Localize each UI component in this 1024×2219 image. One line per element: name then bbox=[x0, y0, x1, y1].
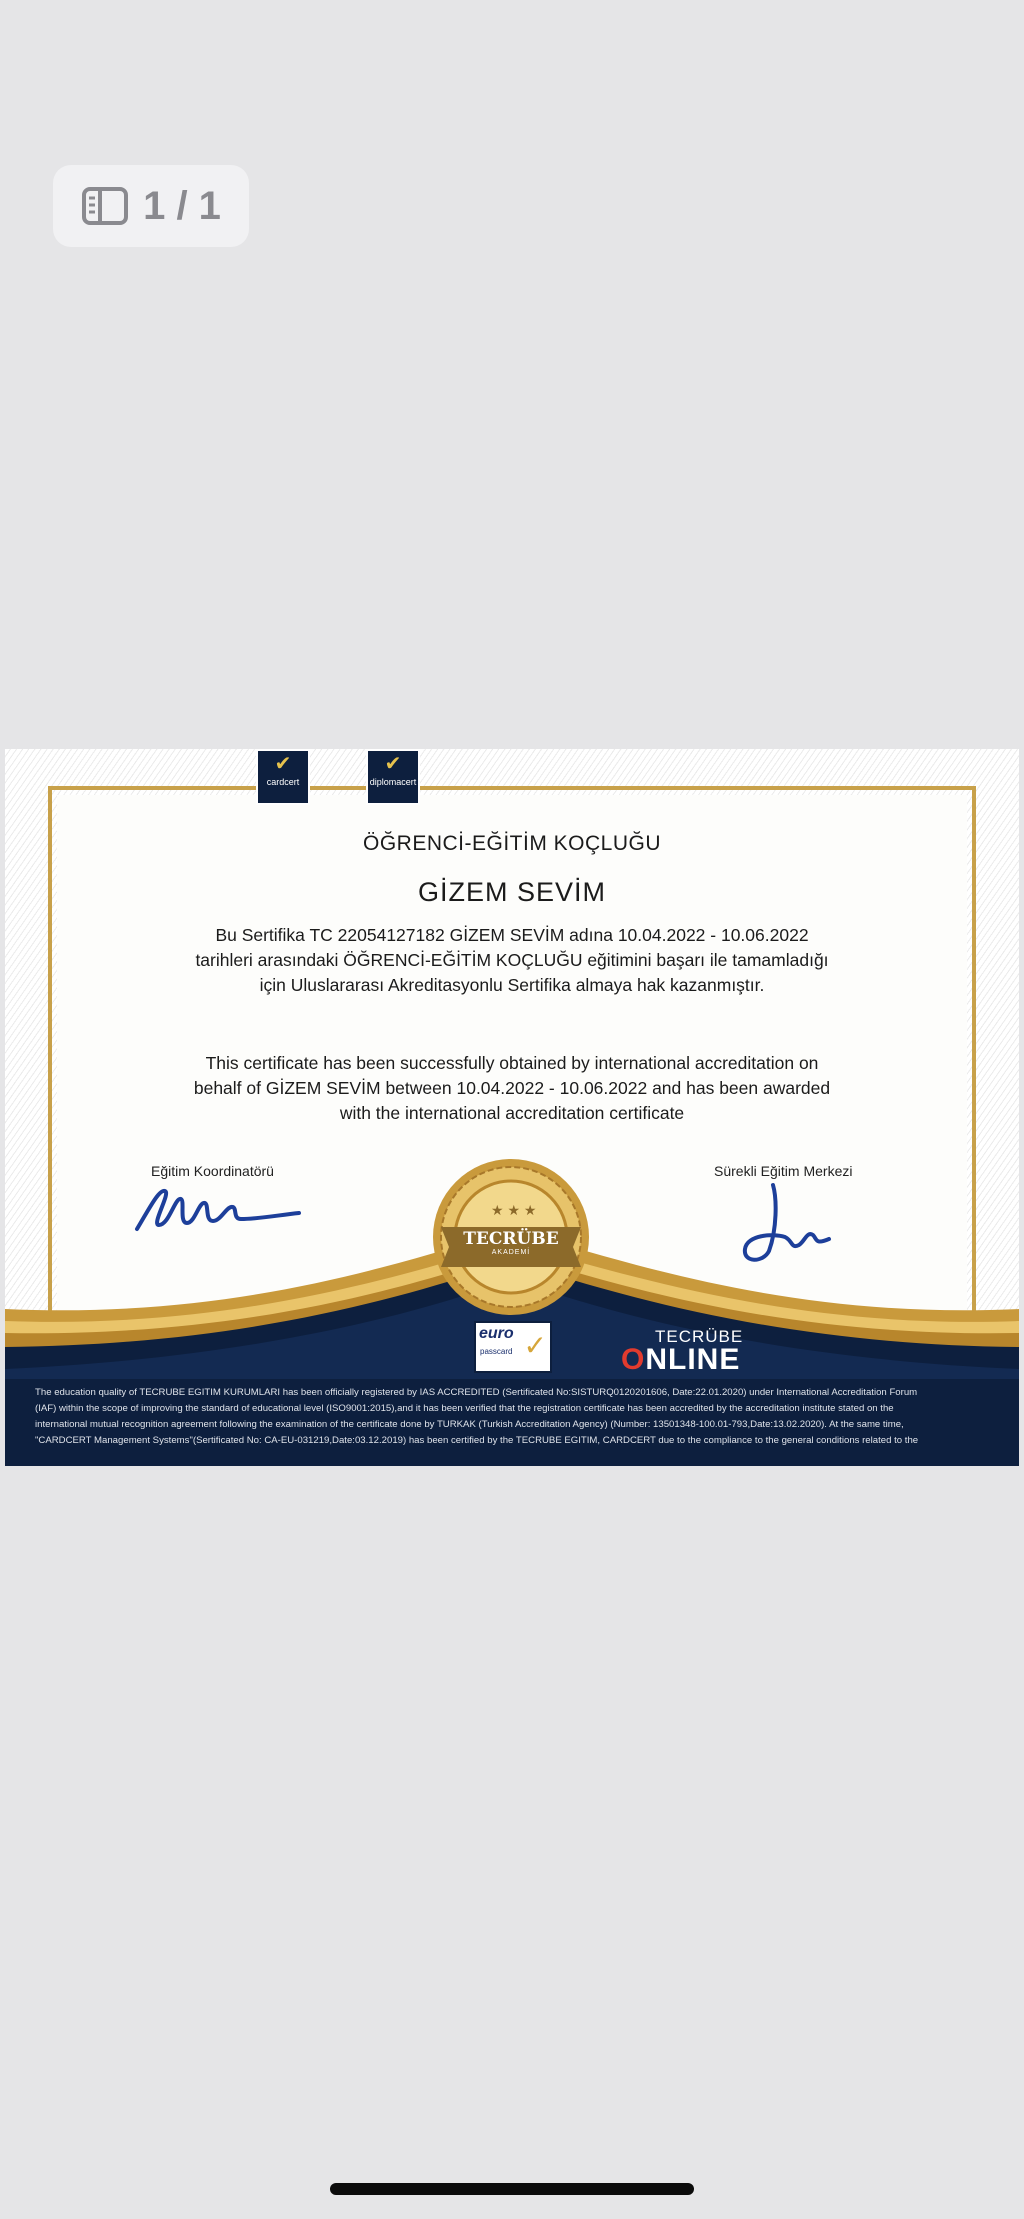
diplomacert-label: diplomacert bbox=[369, 777, 417, 787]
footer-line: The education quality of TECRUBE EGITIM KURUMLARI has been officially registered by IAS ACCREDITED (Sertificated No:SISTURQ0120201606, Date:22.01.2020) under International Accreditation Forum bbox=[35, 1387, 918, 1398]
english-statement bbox=[57, 1051, 967, 1126]
medal-brand: TECRÜBE bbox=[463, 1229, 559, 1249]
page-indicator[interactable] bbox=[53, 165, 249, 247]
euro-label: euro bbox=[479, 1325, 514, 1342]
turkish-line: Bu Sertifika TC 22054127182 GİZEM SEVİM adına 10.04.2022 - 10.06.2022 bbox=[215, 925, 809, 945]
page-count-label: 1 / 1 bbox=[143, 183, 221, 228]
turkish-line: için Uluslararası Akreditasyonlu Sertifika almaya hak kazanmıştır. bbox=[259, 975, 765, 995]
english-line: with the international accreditation certificate bbox=[339, 1103, 685, 1123]
left-signature-label: Eğitim Koordinatörü bbox=[151, 1163, 274, 1179]
diplomacert-logo bbox=[366, 749, 420, 805]
course-title: ÖĞRENCİ-EĞİTİM KOÇLUĞU bbox=[362, 832, 662, 855]
medal-sub: AKADEMİ bbox=[491, 1249, 531, 1256]
right-signature-label: Sürekli Eğitim Merkezi bbox=[714, 1163, 853, 1179]
accreditation-footer bbox=[35, 1385, 990, 1449]
europasscard-logo bbox=[474, 1321, 552, 1373]
tecrube-label: TECRÜBE bbox=[655, 1327, 744, 1346]
turkish-line: tarihleri arasındaki ÖĞRENCİ-EĞİTİM KOÇLUĞU eğitimini başarı ile tamamladığı bbox=[195, 950, 829, 970]
svg-text:★ ★ ★: ★ ★ ★ bbox=[491, 1202, 537, 1218]
check-icon: ✔ bbox=[384, 753, 402, 775]
footer-line: (IAF) within the scope of improving the standard of educational level (ISO9001:2015),and it has been verified that the registration certificate has been accredited by the accreditation institute stated on the bbox=[35, 1403, 894, 1414]
footer-line: "CARDCERT Management Systems"(Sertificated No: CA-EU-031219,Date:03.12.2019) has been certified by the TECRUBE EGITIM, CARDCERT due to the compliance to the general conditions related to the bbox=[35, 1435, 919, 1446]
cardcert-logo bbox=[256, 749, 310, 805]
english-line: This certificate has been successfully obtained by international accreditation on bbox=[205, 1053, 819, 1073]
check-icon: ✔ bbox=[274, 753, 292, 775]
home-indicator[interactable] bbox=[330, 2183, 694, 2195]
certificate-page[interactable] bbox=[5, 749, 1019, 1466]
recipient-name: GİZEM SEVİM bbox=[417, 877, 607, 907]
online-rest: NLINE bbox=[645, 1343, 741, 1376]
online-o: O bbox=[621, 1343, 646, 1376]
turkish-statement bbox=[57, 923, 967, 998]
english-line: behalf of GİZEM SEVİM between 10.04.2022 - 10.06.2022 and has been awarded bbox=[193, 1078, 831, 1098]
passcard-label: passcard bbox=[480, 1347, 513, 1356]
tecrube-online-logo bbox=[609, 1327, 759, 1377]
cardcert-label: cardcert bbox=[266, 777, 300, 787]
sidebar-icon bbox=[81, 186, 129, 226]
online-wordmark bbox=[621, 1343, 740, 1377]
footer-line: international mutual recognition agreement following the examination of the certificate done by TURKAK (Turkish Accreditation Agency) (Number: 13501348-100.01-793,Date:13.02.2020). At the same time, bbox=[35, 1419, 904, 1430]
check-icon: ✓ bbox=[523, 1330, 547, 1361]
